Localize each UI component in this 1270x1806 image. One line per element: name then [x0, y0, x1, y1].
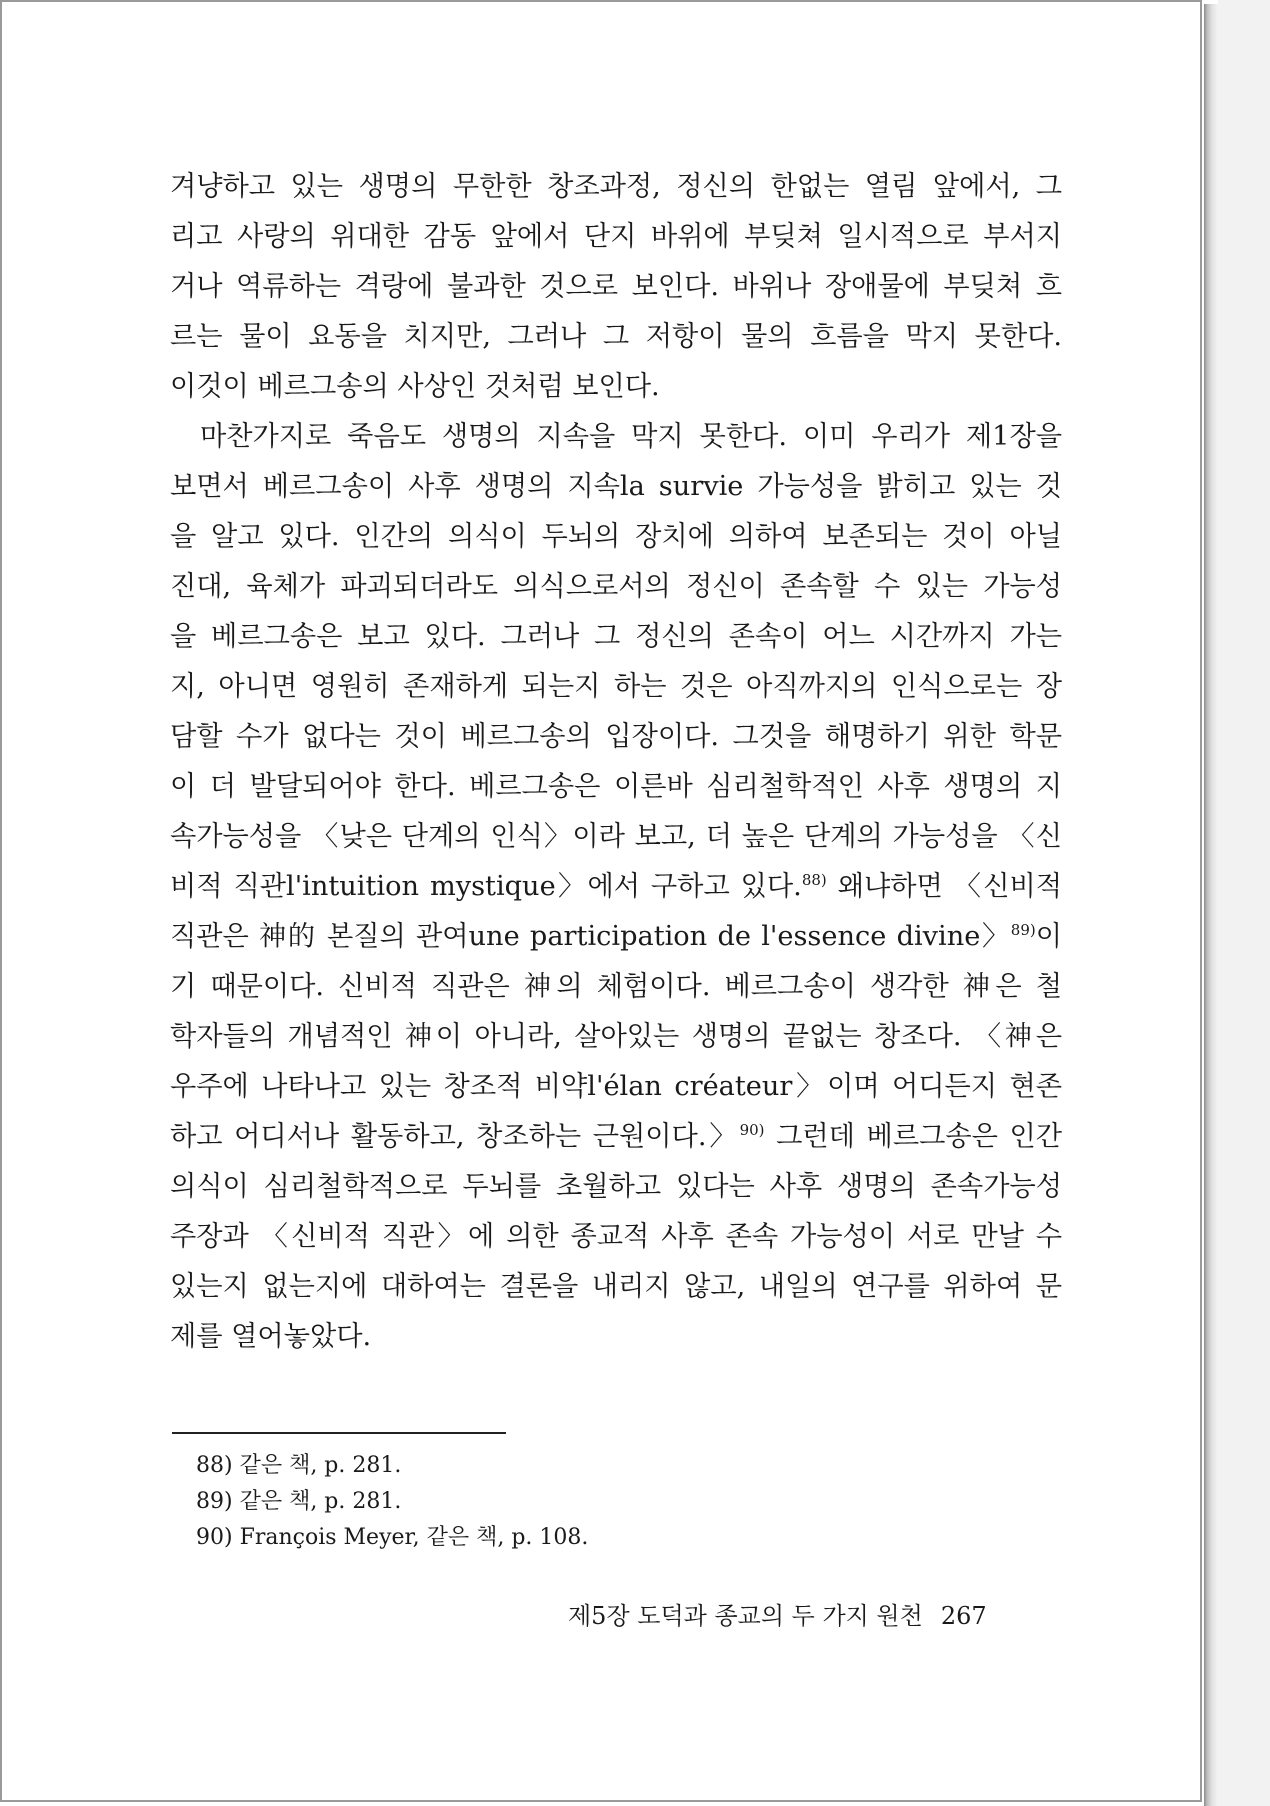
text-segment: 하고 어디서나 활동하고, 창조하는 근원이다.〉	[170, 1121, 740, 1152]
text-line: 있는지 없는지에 대하여는 결론을 내리지 않고, 내일의 연구를 위하여 문	[170, 1271, 1062, 1302]
text-line: 우주에 나타나고 있는 창조적 비약l'élan créateur〉이며 어디든지 현존	[170, 1071, 1062, 1102]
footnote-ref-90[interactable]: 90)	[739, 1121, 765, 1139]
text-line: 이것이 베르그송의 사상인 것처럼 보인다.	[170, 371, 660, 402]
text-line: 거나 역류하는 격랑에 불과한 것으로 보인다. 바위나 장애물에 부딪쳐 흐	[170, 271, 1062, 302]
text-segment: 그런데 베르그송은 인간	[764, 1121, 1063, 1152]
text-line: 리고 사랑의 위대한 감동 앞에서 단지 바위에 부딪쳐 일시적으로 부서지	[170, 221, 1062, 252]
text-line	[170, 862, 1062, 912]
text-line: 의식이 심리철학적으로 두뇌를 초월하고 있다는 사후 생명의 존속가능성	[170, 1171, 1062, 1202]
text-line: 기 때문이다. 신비적 직관은 神의 체험이다. 베르그송이 생각한 神은 철	[170, 971, 1062, 1002]
text-line	[170, 1112, 1062, 1162]
text-line: 진대, 육체가 파괴되더라도 의식으로서의 정신이 존속할 수 있는 가능성	[170, 571, 1062, 602]
text-line: 르는 물이 요동을 치지만, 그러나 그 저항이 물의 흐름을 막지 못한다.	[170, 321, 1062, 352]
footnote-ref-89[interactable]: 89)	[1010, 921, 1036, 939]
text-line: 보면서 베르그송이 사후 생명의 지속la survie 가능성을 밝히고 있는 것	[170, 471, 1062, 502]
footnotes	[196, 1448, 588, 1556]
text-line: 을 알고 있다. 인간의 의식이 두뇌의 장치에 의하여 보존되는 것이 아닐	[170, 521, 1062, 552]
text-line: 을 베르그송은 보고 있다. 그러나 그 정신의 존속이 어느 시간까지 가는	[170, 621, 1062, 652]
text-line: 담할 수가 없다는 것이 베르그송의 입장이다. 그것을 해명하기 위한 학문	[170, 721, 1062, 752]
footnote-88: 88) 같은 책, p. 281.	[196, 1453, 402, 1478]
text-line: 지, 아니면 영원히 존재하게 되는지 하는 것은 아직까지의 인식으로는 장	[170, 671, 1062, 702]
chapter-title: 제5장 도덕과 종교의 두 가지 원천	[568, 1602, 923, 1630]
text-segment: 직관은 神的 본질의 관여une participation de l'essence divine〉	[170, 921, 1011, 952]
text-line: 제를 열어놓았다.	[170, 1321, 372, 1352]
text-segment: 비적 직관l'intuition mystique〉에서 구하고 있다.	[170, 871, 802, 902]
footnote-divider	[172, 1432, 506, 1434]
viewer-background	[1218, 0, 1270, 1806]
text-line: 주장과 〈신비적 직관〉에 의한 종교적 사후 존속 가능성이 서로 만날 수	[170, 1221, 1062, 1252]
page-number: 267	[940, 1602, 987, 1630]
footnote-89: 89) 같은 책, p. 281.	[196, 1489, 402, 1514]
text-line	[170, 912, 1062, 962]
page-edge-shadow	[1204, 4, 1218, 1806]
footnote-90: 90) François Meyer, 같은 책, p. 108.	[196, 1525, 589, 1550]
body-text	[170, 162, 1062, 1362]
text-segment: 이	[1035, 921, 1062, 952]
text-line: 속가능성을 〈낮은 단계의 인식〉이라 보고, 더 높은 단계의 가능성을 〈신	[170, 821, 1062, 852]
running-footer	[568, 1596, 987, 1636]
footnote-ref-88[interactable]: 88)	[801, 871, 827, 889]
text-line: 겨냥하고 있는 생명의 무한한 창조과정, 정신의 한없는 열림 앞에서, 그	[170, 171, 1062, 202]
text-line: 마찬가지로 죽음도 생명의 지속을 막지 못한다. 이미 우리가 제1장을	[200, 421, 1062, 452]
text-line: 이 더 발달되어야 한다. 베르그송은 이른바 심리철학적인 사후 생명의 지	[170, 771, 1062, 802]
text-line: 학자들의 개념적인 神이 아니라, 살아있는 생명의 끝없는 창조다. 〈神은	[170, 1021, 1062, 1052]
text-segment: 왜냐하면 〈신비적	[826, 871, 1062, 902]
